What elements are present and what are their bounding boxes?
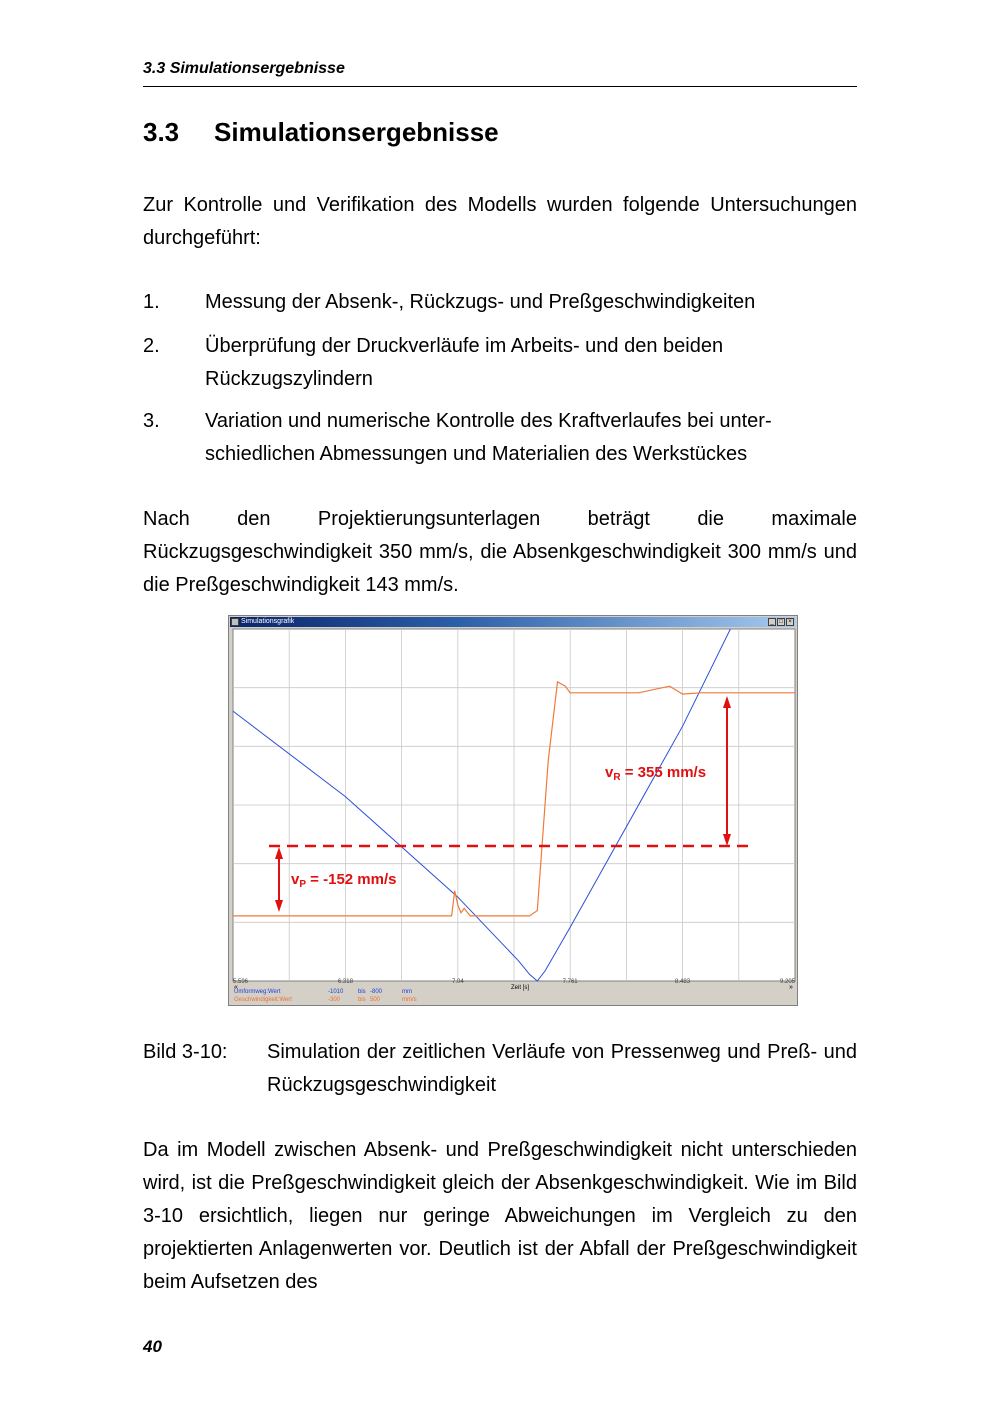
running-header: 3.3 Simulationsergebnisse [143,60,857,87]
list-number: 2. [143,335,160,357]
simulation-chart [229,616,799,1007]
maximize-button[interactable]: □ [777,618,785,626]
x-tick-label: 7.04 [452,979,464,985]
simulation-window [228,615,798,1006]
legend-max: 500 [370,997,381,1003]
x-tick-label: 6.318 [337,979,353,985]
legend-unit: mm [402,989,412,995]
legend-min: -1010 [328,989,344,995]
section-number: 3.3 [143,117,180,147]
close-button[interactable]: × [786,618,794,626]
list-number: 3. [143,410,160,432]
x-tick-label: 7.761 [562,979,578,985]
list-text: Variation und numerische Kontrolle des Kraftverlaufes bei unter-schiedlichen Abmessungen und Materialien des Werkstückes [205,410,772,465]
section-heading [143,117,499,148]
scroll-right-icon[interactable]: » [789,984,793,991]
caption-label: Bild 3-10: [143,1041,228,1063]
caption-text: Simulation der zeitlichen Verläufe von Pressenweg und Preß- und Rückzugsgeschwindigkeit [267,1041,857,1096]
paragraph-conclusion: Da im Modell zwischen Absenk- und Preßgeschwindigkeit nicht unterschieden wird, ist die Preßgeschwindigkeit gleich der Absenkgeschwindigkeit. Wie im Bild 3-10 ersichtlich, liegen nur geringe Abweichungen im Vergleich zu den projektierten Anlagenwerten vor. Deutlich ist der Abfall der Preßgeschwindigkeit beim Aufsetzen des [143,1139,857,1293]
section-title: Simulationsergebnisse [214,117,499,147]
legend-bis: bis [358,989,366,995]
intro-paragraph: Zur Kontrolle und Verifikation des Modells wurden folgende Untersuchungen durchgeführt: [143,194,857,249]
x-tick-label: 9.205 [779,979,795,985]
vp-label: $v_P = -152$ mm/s [291,871,397,890]
minimize-button[interactable]: _ [768,618,776,626]
legend-max: -800 [370,989,383,995]
list-text: Messung der Absenk-, Rückzugs- und Preßgeschwindigkeiten [205,291,756,313]
legend-unit: mm/s [402,997,417,1003]
page-number: 40 [143,1337,162,1356]
legend-name: Umformweg:Wert [234,989,281,995]
x-tick-label: 8.483 [675,979,691,985]
vr-label: $v_R = 355$ mm/s [605,764,707,783]
list-text: Überprüfung der Druckverläufe im Arbeits- und den beiden Rückzugszylindern [205,335,724,390]
legend-min: -300 [328,997,341,1003]
legend-bis: bis [358,997,366,1003]
list-number: 1. [143,291,160,313]
x-tick-label: 5.596 [233,979,249,985]
window-title: Simulationsgrafik [241,618,295,625]
paragraph-speeds: Nach den Projektierungsunterlagen beträgt die maximale Rückzugsgeschwindigkeit 350 mm/s, die Absenkgeschwindigkeit 300 mm/s und die Preßgeschwindigkeit 143 mm/s. [143,508,857,596]
x-axis-label: Zeit [s] [511,985,530,991]
scroll-left-icon[interactable]: « [234,984,238,991]
legend-name: Geschwindigkeit:Wert [234,997,292,1003]
